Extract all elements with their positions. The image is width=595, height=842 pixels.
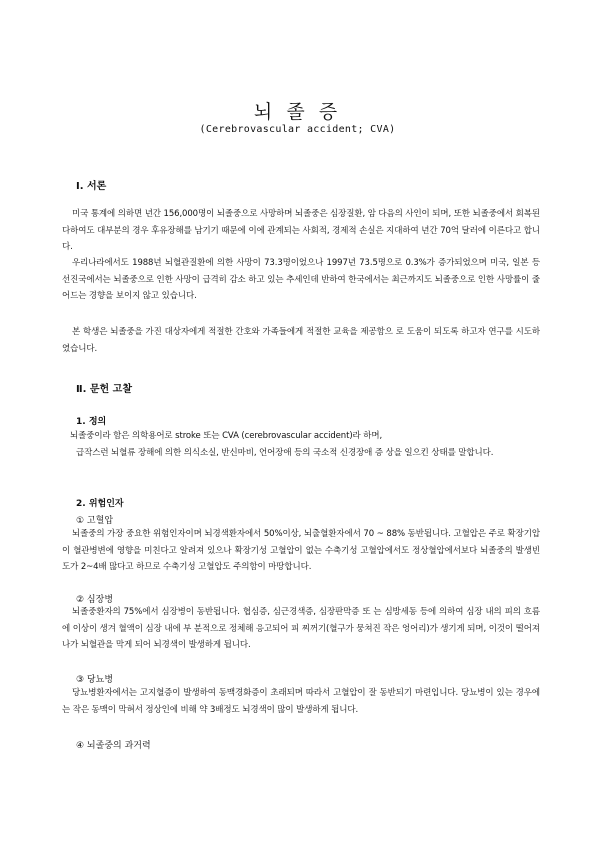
risk-label-stroke-history: ④ 뇌졸중의 과거력 — [76, 741, 151, 751]
document-subtitle: (Cerebrovascular accident; CVA) — [199, 124, 396, 135]
section-heading-review: Ⅱ. 문헌 고찰 — [76, 384, 132, 395]
intro-paragraph-2: 우리나라에서도 1988년 뇌혈관질환에 의한 사망이 73.3명이었으나 1997년 73.5명으로 0.3%가 증가되었으며 미국, 일본 등 선진국에서는 뇌졸중으로 인한 사망이 급격히 감소 하고 있는 추세인데 반하여 한국에서는 최근까지도 뇌졸중으로 인한 사망률이 줄어드는 경향을 보이지 않고 있습니다. — [62, 258, 540, 301]
intro-paragraph-1: 미국 통계에 의하면 년간 156,000명이 뇌졸중으로 사망하며 뇌졸중은 심장질환, 암 다음의 사인이 되며, 또한 뇌졸중에서 회복된다하여도 대부분의 경우 후유장해를 남기기 때문에 이에 관계되는 사회적, 경제적 손실은 지대하여 년간 70억 달러에 이른다고 합니 다. — [62, 209, 541, 252]
intro-paragraph-3: 본 학생은 뇌졸중을 가진 대상자에게 적절한 간호와 가족들에게 적절한 교육을 제공함으 로 도움이 되도록 하고자 연구를 시도하였습니다. — [62, 327, 540, 354]
risk-text-hypertension: 뇌졸중의 가장 중요한 위험인자이며 뇌경색환자에서 50%이상, 뇌출혈환자에서 70 ~ 88% 동반됩니다. 고혈압은 주로 확장기압이 혈관병변에 영향을 미친다고 알려져 있으나 확장기성 고혈압이 없는 수축기성 고혈압에서도 정상혈압에서보다 뇌졸중의 발생빈도가 2~4배 많다고 하므로 수축기성 고혈압도 주의함이 마땅합니다. — [62, 529, 540, 572]
definition-paragraph-2: 급작스런 뇌혈류 장해에 의한 의식소실, 반신마비, 언어장애 등의 국소적 신경장애 증 상을 일으킨 상태를 말합니다. — [76, 448, 494, 458]
definition-line-1: 뇌졸중이라 함은 의학용어로 stroke 또는 CVA (cerebrovascular accident)라 하며, — [70, 431, 383, 441]
risk-text-diabetes: 당뇨병환자에서는 고지혈증이 발생하여 동맥경화증이 초래되며 따라서 고혈압이 잘 동반되기 마련입니다. 당뇨병이 있는 경우에는 작은 동맥이 막혀서 정상인에 비해 약 3배정도 뇌경색이 많이 발생하게 됩니다. — [62, 688, 540, 715]
subsection-heading-definition: 1. 정의 — [76, 417, 107, 427]
risk-label-hypertension: ① 고혈압 — [76, 516, 114, 526]
document-title: 뇌 졸 증 — [253, 101, 342, 123]
risk-label-diabetes: ③ 당뇨병 — [76, 675, 114, 685]
subsection-heading-risk-factors: 2. 위험인자 — [76, 499, 124, 509]
risk-text-heart-disease: 뇌졸중환자의 75%에서 심장병이 동반됩니다. 협심증, 심근경색증, 심장판막증 또 는 심방세동 등에 의하여 심장 내의 피의 흐름에 이상이 생겨 혈액이 심장 내에 부 분적으로 정체해 응고되어 피 찌꺼기(혈구가 뭉쳐진 작은 엉어리)가 생기게 되며, 이것이 떨어져나가 뇌혈관을 막게 되어 뇌경색이 발생하게 됩니다. — [62, 607, 540, 650]
section-heading-intro: Ⅰ. 서론 — [76, 181, 107, 192]
risk-label-heart-disease: ② 심장병 — [76, 595, 114, 605]
